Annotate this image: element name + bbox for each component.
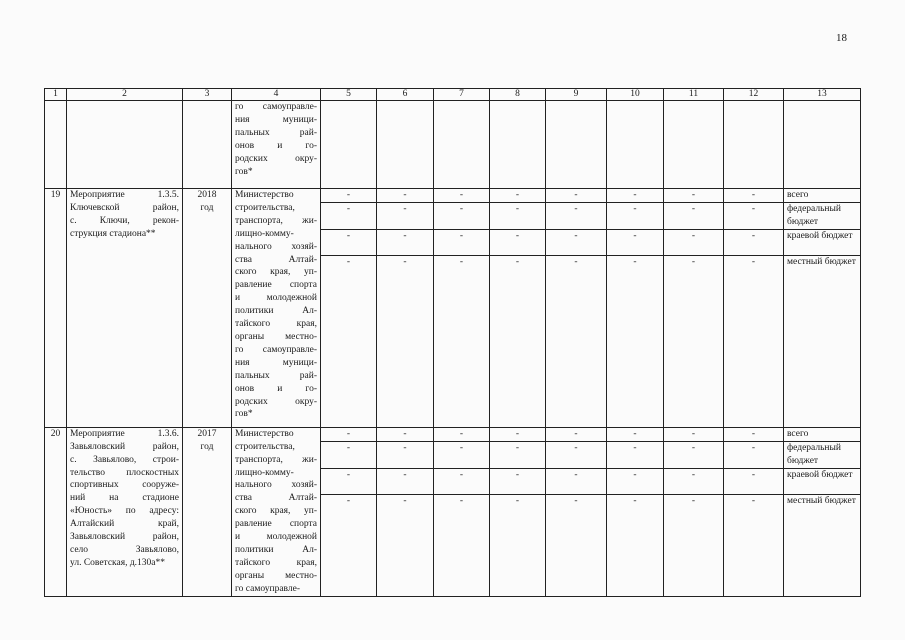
value-col-9: - <box>546 495 607 596</box>
header-col-2: 2 <box>67 89 183 101</box>
value-col-8: - <box>490 441 546 468</box>
continuation-col-13 <box>784 101 861 189</box>
text-line: тайского края, <box>235 319 317 330</box>
cell-lines <box>70 428 179 570</box>
text-line: спортивных сооруже- <box>70 480 179 491</box>
header-col-11: 11 <box>664 89 724 101</box>
value-col-10: - <box>607 255 664 427</box>
text-line: лищно-комму- <box>235 467 294 478</box>
text-line: го самоуправле- <box>235 583 301 594</box>
year-line: 2017 <box>197 428 217 439</box>
continuation-col-12 <box>724 101 784 189</box>
value-col-11: - <box>664 441 724 468</box>
text-line: ний на стадионе <box>70 493 179 504</box>
value-col-12: - <box>724 203 784 230</box>
value-col-10: - <box>607 469 664 495</box>
header-row <box>45 89 861 101</box>
header-col-4: 4 <box>232 89 321 101</box>
text-line: струкция стадиона** <box>70 228 156 239</box>
text-line: родских окру- <box>235 153 317 164</box>
text-line: равление спорта <box>235 519 317 530</box>
text-line: нального хозяй- <box>235 241 317 252</box>
text-line: Министерство <box>235 428 294 439</box>
value-col-8: - <box>490 203 546 230</box>
budget-source: федеральный бюджет <box>784 441 861 468</box>
year-line: год <box>200 441 214 452</box>
value-col-12: - <box>724 495 784 596</box>
value-col-7: - <box>434 427 490 441</box>
header-col-3: 3 <box>183 89 232 101</box>
value-col-7: - <box>434 441 490 468</box>
value-col-12: - <box>724 255 784 427</box>
text-line: родских окру- <box>235 396 317 407</box>
text-line: «Юность» по адресу: <box>70 506 179 517</box>
value-col-5: - <box>321 229 377 255</box>
value-col-7: - <box>434 495 490 596</box>
text-line: лищно-комму- <box>235 228 294 239</box>
text-line: политики Ал- <box>235 306 317 317</box>
value-col-5: - <box>321 255 377 427</box>
continuation-col-9 <box>546 101 607 189</box>
text-line: Алтайский край, <box>70 519 179 530</box>
value-col-7: - <box>434 255 490 427</box>
text-line: с. Ключи, рекон- <box>70 215 179 226</box>
cell-lines <box>70 189 179 241</box>
continuation-row <box>45 101 861 189</box>
text-line: Министерство <box>235 190 294 200</box>
value-col-5: - <box>321 189 377 203</box>
value-col-6: - <box>377 427 434 441</box>
activity-year <box>183 189 232 428</box>
value-col-11: - <box>664 203 724 230</box>
value-col-10: - <box>607 229 664 255</box>
budget-source: всего <box>784 189 861 203</box>
header-col-7: 7 <box>434 89 490 101</box>
text-line: гов* <box>235 166 253 177</box>
activity-executor <box>232 189 321 428</box>
text-line: тельство плоскостных <box>70 467 179 478</box>
text-line: го самоуправле- <box>235 344 317 355</box>
continuation-col-4 <box>232 101 321 189</box>
value-col-8: - <box>490 469 546 495</box>
value-col-12: - <box>724 441 784 468</box>
text-line: и молодежной <box>235 532 317 543</box>
value-col-10: - <box>607 203 664 230</box>
header-col-6: 6 <box>377 89 434 101</box>
header-col-1: 1 <box>45 89 67 101</box>
row-number: 20 <box>45 427 67 596</box>
text-line: ния муници- <box>235 114 317 125</box>
continuation-col-2 <box>67 101 183 189</box>
row-20-budget-1 <box>45 427 861 441</box>
activity-title <box>67 189 183 428</box>
value-col-11: - <box>664 189 724 203</box>
year-line: 2018 <box>197 190 217 200</box>
value-col-12: - <box>724 229 784 255</box>
text-line: транспорта, жи- <box>235 454 317 465</box>
header-col-9: 9 <box>546 89 607 101</box>
text-line: тайского края, <box>235 557 317 568</box>
budget-source: краевой бюджет <box>784 469 861 495</box>
program-activities-table <box>44 88 861 597</box>
text-line: Мероприятие 1.3.6. <box>70 428 179 439</box>
value-col-10: - <box>607 189 664 203</box>
continuation-col-11 <box>664 101 724 189</box>
budget-source: краевой бюджет <box>784 229 861 255</box>
value-col-7: - <box>434 203 490 230</box>
cell-lines <box>235 189 317 421</box>
activity-year <box>183 427 232 596</box>
value-col-6: - <box>377 255 434 427</box>
header-col-12: 12 <box>724 89 784 101</box>
continuation-col-6 <box>377 101 434 189</box>
value-col-8: - <box>490 229 546 255</box>
text-line: равление спорта <box>235 280 317 291</box>
cell-lines <box>235 101 317 178</box>
value-col-6: - <box>377 203 434 230</box>
text-line: гов* <box>235 409 253 420</box>
text-line: ния муници- <box>235 357 317 368</box>
budget-source: местный бюджет <box>784 255 861 427</box>
text-line: ства Алтай- <box>235 254 317 265</box>
value-col-5: - <box>321 203 377 230</box>
value-col-9: - <box>546 229 607 255</box>
text-line: ского края, уп- <box>235 267 317 278</box>
continuation-col-3 <box>183 101 232 189</box>
text-line: Ключевской район, <box>70 202 179 213</box>
value-col-9: - <box>546 427 607 441</box>
value-col-6: - <box>377 189 434 203</box>
continuation-col-1 <box>45 101 67 189</box>
value-col-6: - <box>377 229 434 255</box>
value-col-11: - <box>664 427 724 441</box>
text-line: органы местно- <box>235 570 317 581</box>
value-col-8: - <box>490 189 546 203</box>
value-col-7: - <box>434 189 490 203</box>
value-col-5: - <box>321 427 377 441</box>
text-line: онов и го- <box>235 383 317 394</box>
value-col-12: - <box>724 469 784 495</box>
value-col-7: - <box>434 469 490 495</box>
value-col-9: - <box>546 469 607 495</box>
text-line: онов и го- <box>235 140 317 151</box>
value-col-8: - <box>490 495 546 596</box>
value-col-8: - <box>490 255 546 427</box>
text-line: Завьяловский район, <box>70 441 179 452</box>
budget-source: всего <box>784 427 861 441</box>
activity-title <box>67 427 183 596</box>
text-line: пальных рай- <box>235 127 317 138</box>
budget-source: местный бюджет <box>784 495 861 596</box>
value-col-9: - <box>546 189 607 203</box>
text-line: органы местно- <box>235 331 317 342</box>
text-line: ул. Советская, д.130а** <box>70 557 166 568</box>
text-line: ского края, уп- <box>235 506 317 517</box>
value-col-5: - <box>321 441 377 468</box>
row-19-budget-1 <box>45 189 861 203</box>
page-number: 18 <box>836 32 847 44</box>
value-col-11: - <box>664 229 724 255</box>
text-line: пальных рай- <box>235 370 317 381</box>
row-number: 19 <box>45 189 67 428</box>
value-col-9: - <box>546 441 607 468</box>
value-col-11: - <box>664 469 724 495</box>
value-col-11: - <box>664 495 724 596</box>
continuation-col-10 <box>607 101 664 189</box>
text-line: и молодежной <box>235 293 317 304</box>
value-col-9: - <box>546 203 607 230</box>
text-line: транспорта, жи- <box>235 215 317 226</box>
continuation-col-5 <box>321 101 377 189</box>
continuation-col-7 <box>434 101 490 189</box>
header-col-13: 13 <box>784 89 861 101</box>
value-col-10: - <box>607 495 664 596</box>
value-col-12: - <box>724 427 784 441</box>
text-line: ства Алтай- <box>235 493 317 504</box>
text-line: строительства, <box>235 441 295 452</box>
cell-lines <box>235 428 317 596</box>
value-col-7: - <box>434 229 490 255</box>
value-col-9: - <box>546 255 607 427</box>
text-line: нального хозяй- <box>235 480 317 491</box>
budget-source: федеральный бюджет <box>784 203 861 230</box>
text-line: Завьяловский район, <box>70 532 179 543</box>
value-col-6: - <box>377 441 434 468</box>
value-col-5: - <box>321 469 377 495</box>
year-line: год <box>200 202 214 213</box>
value-col-8: - <box>490 427 546 441</box>
text-line: с. Завьялово, строи- <box>70 454 179 465</box>
header-col-5: 5 <box>321 89 377 101</box>
value-col-11: - <box>664 255 724 427</box>
value-col-5: - <box>321 495 377 596</box>
value-col-10: - <box>607 441 664 468</box>
header-col-8: 8 <box>490 89 546 101</box>
value-col-12: - <box>724 189 784 203</box>
text-line: село Завьялово, <box>70 544 179 555</box>
header-col-10: 10 <box>607 89 664 101</box>
value-col-6: - <box>377 469 434 495</box>
text-line: строительства, <box>235 202 295 213</box>
text-line: политики Ал- <box>235 544 317 555</box>
continuation-col-8 <box>490 101 546 189</box>
text-line: Мероприятие 1.3.5. <box>70 190 179 200</box>
activity-executor <box>232 427 321 596</box>
text-line: го самоуправле- <box>235 102 317 112</box>
value-col-6: - <box>377 495 434 596</box>
value-col-10: - <box>607 427 664 441</box>
